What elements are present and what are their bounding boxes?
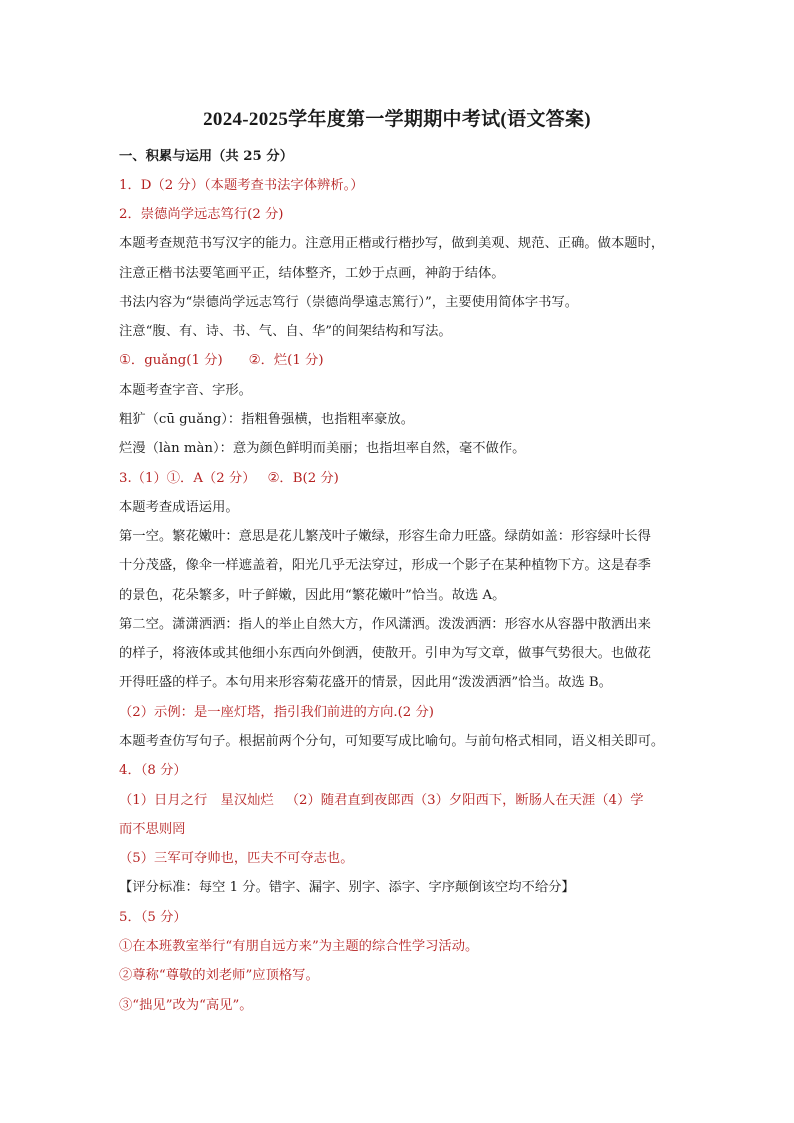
q4-answers: [119, 792, 689, 810]
q3-2-answer: （2）示例：是一座灯塔，指引我们前进的方向.(2 分): [119, 705, 434, 720]
q3-analysis-line: 第二空。潇潇洒洒：指人的举止自然大方，作风潇洒。泼泼洒洒：形容水从容器中散洒出来: [119, 617, 651, 632]
q4-answer-5: （5）三军可夺帅也，匹夫不可夺志也。: [119, 851, 354, 866]
q2b-answer-2: ②．烂(1 分): [248, 353, 324, 368]
q3-answer-1: 3.（1）①．A（2 分）: [119, 471, 256, 486]
q5-answer-1: ①在本班教室举行“有朋自远方来”为主题的综合性学习活动。: [119, 939, 479, 954]
q2-analysis-line: 注意“腹、有、诗、书、气、自、华”的间架结构和写法。: [119, 324, 452, 339]
q2b-analysis-line: 烂漫（làn màn）：意为颜色鲜明而美丽；也指坦率自然，毫不做作。: [119, 441, 526, 456]
q3-analysis-line: 十分茂盛，像伞一样遮盖着，阳光几乎无法穿过，形成一个影子在某种植物下方。这是春季: [119, 558, 651, 573]
q2b-answer-1: ①．guǎng(1 分): [119, 353, 223, 368]
q4-scoring-standard: 【评分标准：每空 1 分。错字、漏字、别字、添字、字序颠倒该空均不给分】: [119, 880, 575, 895]
q4-answer-2: （2）随君直到夜郎西: [285, 793, 414, 808]
q3-analysis-line: 本题考查成语运用。: [119, 500, 239, 515]
q4-answer-continued: 而不思则罔: [119, 822, 186, 837]
q2b-analysis-line: 粗犷（cū guǎng）：指粗鲁强横，也指粗率豪放。: [119, 412, 415, 427]
q5-answer-2: ②尊称“尊敬的刘老师”应顶格写。: [119, 968, 319, 983]
q4-answer-3: （3）夕阳西下，断肠人在天涯（4）学: [413, 793, 644, 808]
q2-analysis-line: 书法内容为“崇德尚学远志笃行（崇德尚學遠志篤行）”，主要使用简体字书写。: [119, 295, 579, 310]
q3-analysis-line: 第一空。繁花嫩叶：意思是花儿繁茂叶子嫩绿，形容生命力旺盛。绿荫如盖：形容绿叶长得: [119, 529, 651, 544]
q1-answer: 1．D（2 分）（本题考查书法字体辨析。）: [119, 178, 364, 193]
q4-heading: 4．（8 分）: [119, 763, 187, 778]
q5-answer-3: ③“拙见”改为“高见”。: [119, 998, 253, 1013]
q3-analysis-line: 开得旺盛的样子。本句用来形容菊花盛开的情景，因此用“泼泼洒洒”恰当。故选 B。: [119, 675, 612, 690]
q2-analysis-line: 本题考查规范书写汉字的能力。注意用正楷或行楷抄写，做到美观、规范、正确。做本题时，: [119, 236, 665, 251]
q5-heading: 5．（5 分）: [119, 910, 187, 925]
page-title: 2024-2025学年度第一学期期中考试(语文答案): [203, 109, 591, 130]
section-heading: 一、积累与运用（共 25 分）: [119, 149, 294, 164]
q3-analysis-line: 的景色，花朵繁多，叶子鲜嫩，因此用“繁花嫩叶”恰当。故选 A。: [119, 588, 506, 603]
q2-analysis-line: 注意正楷书法要笔画平正，结体整齐，工妙于点画，神韵于结体。: [119, 266, 505, 281]
q3-2-analysis: 本题考查仿写句子。根据前两个分句，可知要写成比喻句。与前句格式相同，语义相关即可。: [119, 734, 665, 749]
q3-answers: [119, 470, 689, 488]
q2-answer: 2．崇德尚学远志笃行(2 分): [119, 207, 284, 222]
q2b-answers: [119, 352, 689, 370]
q4-answer-1: （1）日月之行 星汉灿烂: [119, 793, 274, 808]
q2b-analysis-line: 本题考查字音、字形。: [119, 383, 252, 398]
q3-answer-2: ②．B(2 分): [267, 471, 339, 486]
q3-analysis-line: 的样子，将液体或其他细小东西向外倒洒，使散开。引申为写文章，做事气势很大。也做花: [119, 646, 651, 661]
